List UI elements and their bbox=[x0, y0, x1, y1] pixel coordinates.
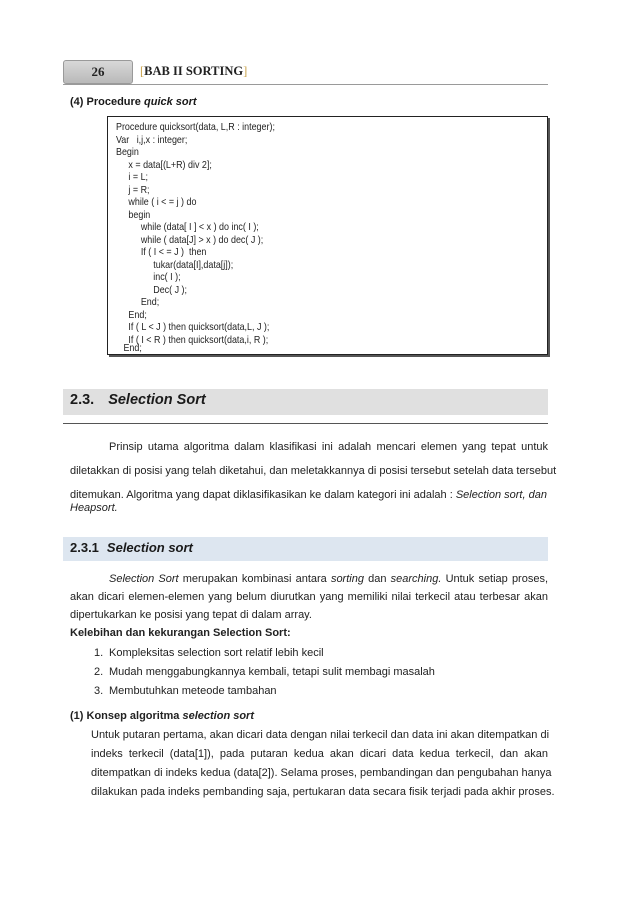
code-line: Dec( J ); bbox=[116, 284, 188, 296]
code-line: x = data[(L+R) div 2]; bbox=[116, 159, 212, 171]
code-line: i = L; bbox=[116, 172, 149, 183]
procedure-heading bbox=[70, 96, 197, 108]
list-item: Mudah menggabungkannya kembali, tetapi sulit membagi masalah bbox=[109, 666, 435, 678]
concept-name: selection sort bbox=[182, 710, 255, 722]
code-line: Begin bbox=[116, 147, 139, 158]
subsection-title: Selection sort bbox=[106, 540, 193, 555]
code-line: j = R; bbox=[116, 184, 150, 196]
code-line: End; bbox=[116, 309, 147, 321]
term: Selection Sort bbox=[109, 573, 179, 585]
code-line: End; bbox=[116, 343, 142, 354]
concept-number: (1) bbox=[70, 710, 84, 722]
section-number: 2.3. bbox=[70, 392, 95, 408]
term: searching. bbox=[390, 573, 442, 585]
chapter-title: [BAB II SORTING] bbox=[140, 64, 248, 78]
list-item-number: 2. bbox=[94, 666, 104, 678]
code-block bbox=[107, 116, 548, 355]
subsection-number: 2.3.1 bbox=[70, 540, 99, 555]
paragraph-line: akan dicari elemen-elemen yang belum diurutkan yang memiliki nilai terkecil atau terbesar akan bbox=[70, 591, 548, 603]
paragraph-line: dipertukarkan ke posisi yang tepat di dalam array. bbox=[70, 609, 312, 621]
code-line: begin bbox=[116, 209, 151, 221]
code-line: while ( i < = j ) do bbox=[116, 197, 197, 208]
list-item-number: 1. bbox=[94, 647, 104, 659]
procedure-number: (4) bbox=[70, 96, 84, 108]
paragraph-line: Prinsip utama algoritma dalam klasifikasi ini adalah mencari elemen yang tepat untuk bbox=[109, 441, 548, 453]
paragraph-line bbox=[70, 489, 547, 502]
page-number: 26 bbox=[63, 60, 133, 84]
code-line: tukar(data[I],data[j]); bbox=[116, 259, 234, 271]
code-line: while ( data[J] > x ) do dec( J ); bbox=[116, 234, 264, 246]
paragraph-emphasis: Selection sort, dan bbox=[455, 489, 547, 501]
subsection-heading bbox=[70, 540, 193, 555]
code-line: If ( I < = J ) then bbox=[116, 247, 207, 258]
code-line: while (data[ I ] < x ) do inc( I ); bbox=[116, 222, 259, 233]
paragraph-line bbox=[109, 573, 548, 586]
code-line: inc( I ); bbox=[116, 272, 181, 283]
term: sorting bbox=[330, 573, 364, 585]
paragraph-text: dan bbox=[368, 573, 387, 585]
section-divider bbox=[63, 423, 548, 424]
paragraph-line: diletakkan di posisi yang telah diketahui, dan meletakkannya di posisi tersebut setelah data tersebut bbox=[70, 465, 557, 477]
list-item: Kompleksitas selection sort relatif lebih kecil bbox=[109, 647, 324, 659]
code-line: Var i,j,x : integer; bbox=[116, 134, 188, 146]
procedure-name: quick sort bbox=[144, 96, 197, 108]
procedure-label: Procedure bbox=[86, 96, 141, 108]
section-title: Selection Sort bbox=[108, 392, 206, 408]
paragraph-text: Untuk setiap proses, bbox=[445, 573, 549, 585]
list-heading bbox=[70, 627, 291, 640]
code-line: End; bbox=[116, 297, 160, 308]
paragraph-line: Untuk putaran pertama, akan dicari data dengan nilai terkecil dan data ini akan ditempatkan di bbox=[91, 729, 550, 741]
paragraph-emphasis: Heapsort. bbox=[70, 502, 118, 514]
concept-label: Konsep algoritma bbox=[86, 710, 180, 722]
chapter-title-text: BAB II SORTING bbox=[144, 64, 244, 78]
code-line: If ( L < J ) then quicksort(data,L, J ); bbox=[116, 322, 270, 333]
paragraph-line bbox=[70, 502, 118, 515]
header-divider bbox=[63, 84, 548, 85]
list-heading-text: Kelebihan dan kekurangan Selection Sort: bbox=[70, 627, 291, 639]
list-item-number: 3. bbox=[94, 685, 104, 697]
paragraph-line: dilakukan pada indeks pembanding saja, pertukaran data secara fisik terjadi pada akhir proses. bbox=[91, 786, 555, 798]
code-line: If ( I < R ) then quicksort(data,i, R ); bbox=[116, 334, 269, 346]
paragraph-line: indeks terkecil (data[1]), pada putaran kedua akan dicari data kedua terkecil, dan akan bbox=[91, 748, 548, 760]
paragraph-text: merupakan kombinasi antara bbox=[182, 573, 327, 585]
section-heading bbox=[70, 392, 206, 408]
concept-heading bbox=[70, 710, 254, 723]
paragraph-line: ditempatkan di indeks kedua (data[2]). Selama proses, pembandingan dan pengubahan hanya bbox=[91, 767, 552, 779]
list-item: Membutuhkan meteode tambahan bbox=[109, 685, 277, 697]
paragraph-text: ditemukan. Algoritma yang dapat diklasifikasikan ke dalam kategori ini adalah : bbox=[70, 489, 453, 501]
code-line: Procedure quicksort(data, L,R : integer); bbox=[116, 122, 275, 133]
